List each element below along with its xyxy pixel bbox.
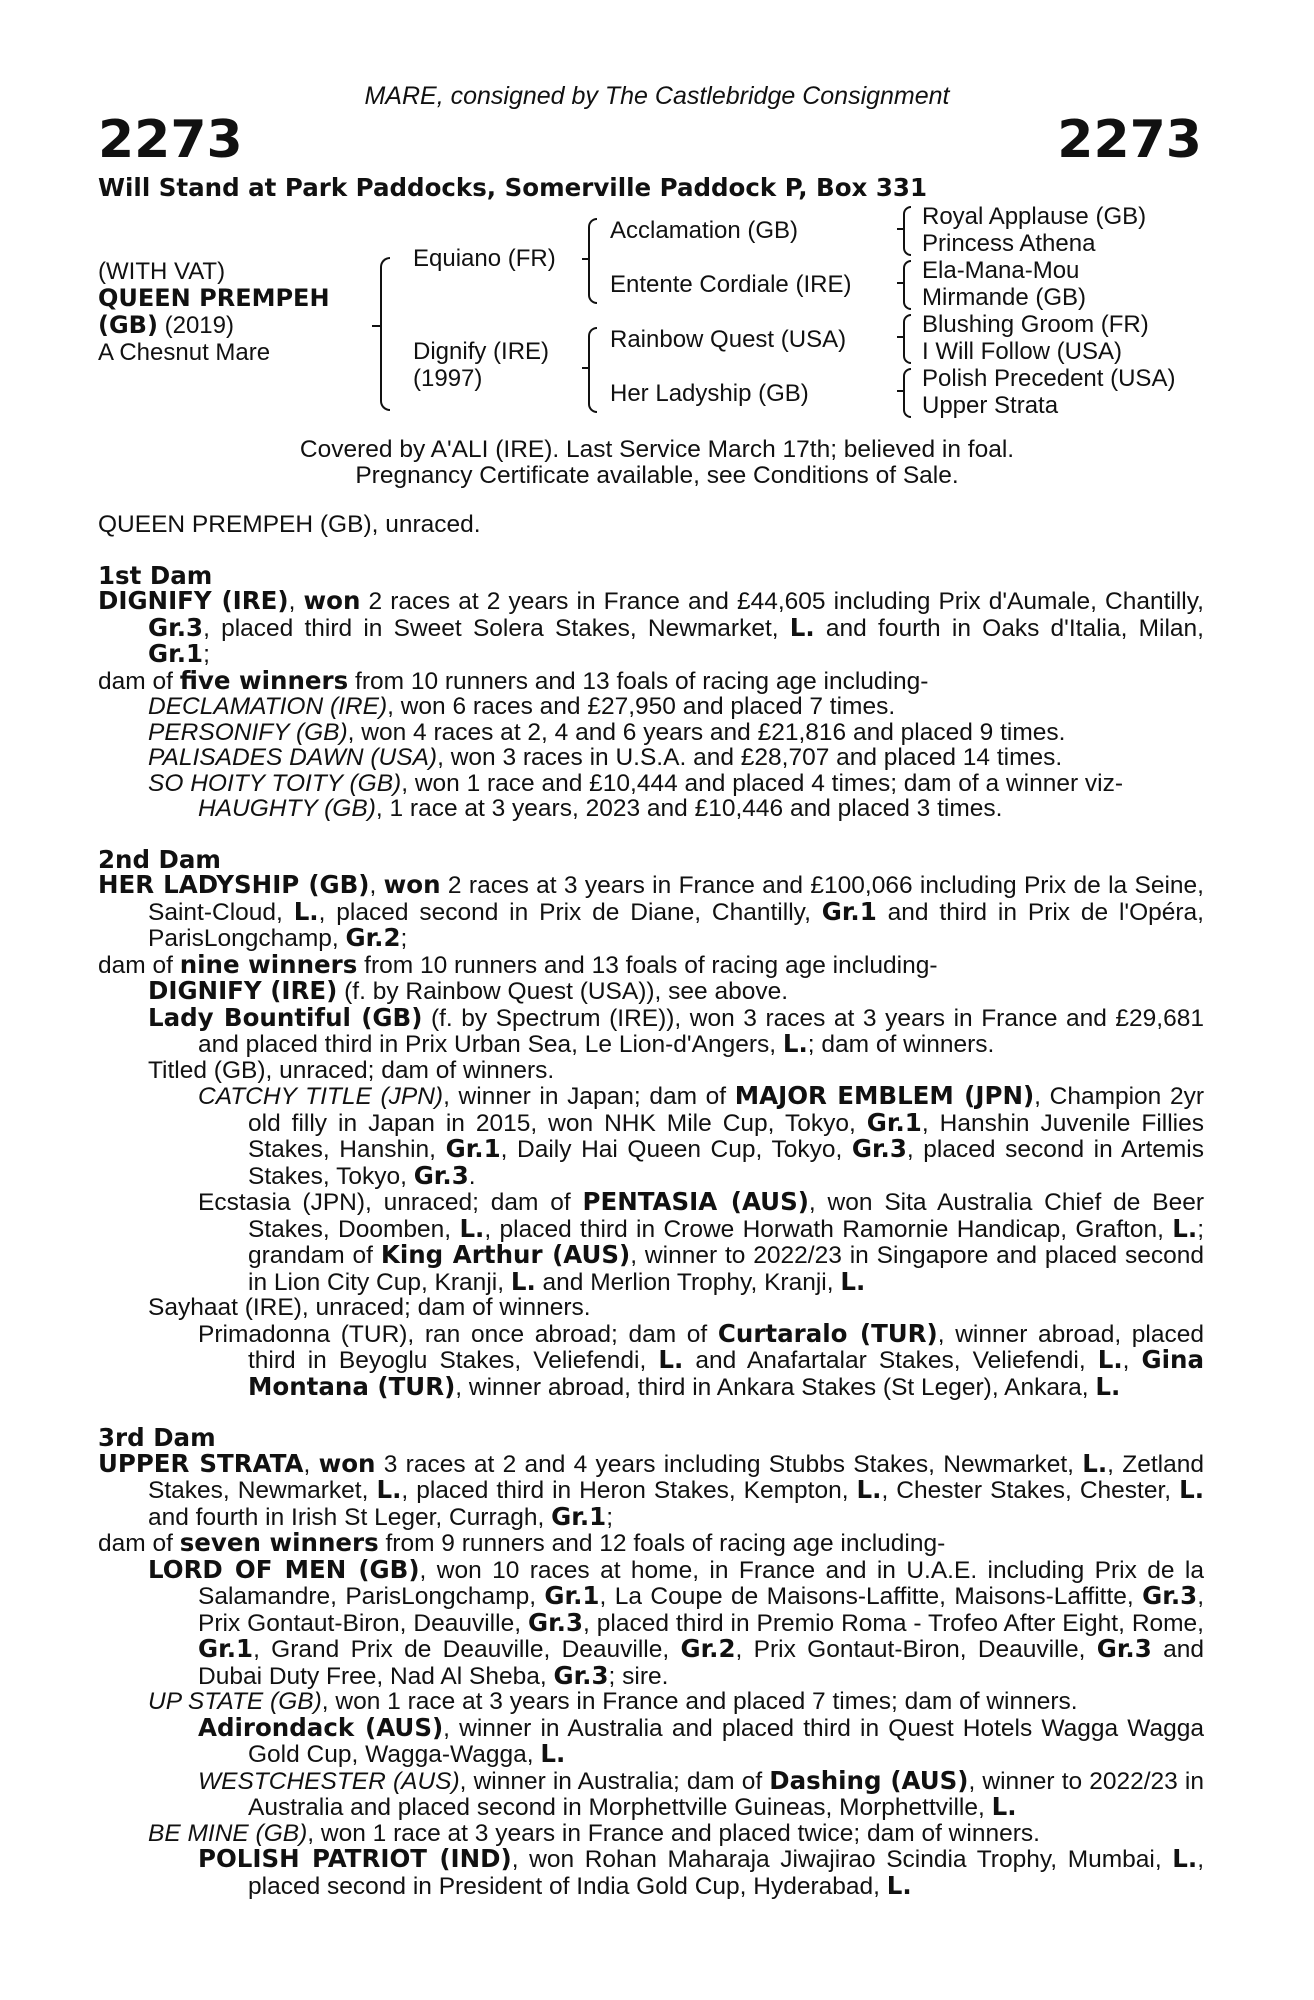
- bracket-sire-point: [582, 258, 588, 260]
- horse-year: (2019): [164, 312, 234, 339]
- horse-country: (GB): [98, 311, 158, 339]
- pedigree-dam-year: (1997): [413, 365, 483, 392]
- dam2-produce-7: Primadonna (TUR), ran once abroad; dam of Curtaralo (TUR), winner abroad, placed third in Beyoglu Stakes, Veliefendi, L. and Anafartalar Stakes, Veliefendi, L., Gina Montana (TUR), winner abroad, third in Ankara Stakes (St Leger), Ankara, L.: [198, 1318, 1204, 1401]
- dam3-produce-1: LORD OF MEN (GB), won 10 races at home, in France and in U.A.E. including Prix de la Salamandre, ParisLongchamp, Gr.1, La Coupe de Maisons-Laffitte, Maisons-Laffitte, Gr.3, Prix Gontaut-Biron, Deauville, Gr.3, placed third in Premio Roma - Trofeo After Eight, Rome, Gr.1, Grand Prix de Deauville, Deauville, Gr.2, Prix Gontaut-Biron, Deauville, Gr.3 and Dubai Duty Free, Nad Al Sheba, Gr.3; sire.: [148, 1554, 1204, 1690]
- horse-description: A Chesnut Mare: [98, 339, 271, 366]
- pedigree-g8: Upper Strata: [922, 392, 1059, 419]
- pedigree-dam: Dignify (IRE): [413, 338, 550, 365]
- dam3-produce-2: UP STATE (GB), won 1 race at 3 years in France and placed 7 times; dam of winners.: [148, 1688, 1078, 1715]
- intro-line: QUEEN PREMPEH (GB), unraced.: [98, 511, 481, 538]
- dam1-heading: 1st Dam: [98, 560, 213, 590]
- pedigree-bracket-main: [380, 257, 390, 411]
- horse-name: QUEEN PREMPEH: [98, 284, 330, 312]
- pedigree-g3: Ela-Mana-Mou: [922, 257, 1080, 284]
- bracket-g3: [903, 314, 911, 364]
- pedigree-g2: Princess Athena: [922, 230, 1096, 257]
- dam2-name: HER LADYSHIP (GB): [98, 870, 370, 899]
- dam2-produce-6: Sayhaat (IRE), unraced; dam of winners.: [148, 1294, 591, 1321]
- dam2-heading: 2nd Dam: [98, 844, 221, 874]
- dam3-produce-summary: dam of seven winners from 9 runners and 12 foals of racing age including-: [98, 1528, 946, 1557]
- dam3-produce-6: POLISH PATRIOT (IND), won Rohan Maharaja Jiwajirao Scindia Trophy, Mumbai, L., placed second in President of India Gold Cup, Hyderabad, L.: [198, 1844, 1204, 1900]
- dam2-record: HER LADYSHIP (GB), won 2 races at 3 years in France and £100,066 including Prix de la Seine, Saint-Cloud, L., placed second in Prix de Diane, Chantilly, Gr.1 and third in Prix de l'Opéra, ParisLongchamp, Gr.2;: [98, 870, 1204, 952]
- horse-country-year: [98, 312, 330, 339]
- bracket-g3-point: [897, 336, 903, 338]
- bracket-g4: [903, 368, 911, 418]
- dam1-produce-3: PALISADES DAWN (USA), won 3 races in U.S.A. and £28,707 and placed 14 times.: [148, 744, 1063, 771]
- covered-line-1: Covered by A'ALI (IRE). Last Service March 17th; believed in foal.: [299, 436, 1015, 463]
- bracket-sire: [588, 218, 597, 304]
- dam2-produce-4: CATCHY TITLE (JPN), winner in Japan; dam of MAJOR EMBLEM (JPN), Champion 2yr old filly in Japan in 2015, won NHK Mile Cup, Tokyo, Gr.1, Hanshin Juvenile Fillies Stakes, Hanshin, Gr.1, Daily Hai Queen Cup, Tokyo, Gr.3, placed second in Artemis Stakes, Tokyo, Gr.3.: [198, 1081, 1205, 1190]
- dam2-produce-2: Lady Bountiful (GB) (f. by Spectrum (IRE)), won 3 races at 3 years in France and £29,681 and placed third in Prix Urban Sea, Le Lion-d'Angers, L.; dam of winners.: [148, 1002, 1204, 1058]
- horse-identity: [98, 258, 330, 366]
- pedigree-g6: I Will Follow (USA): [922, 338, 1123, 365]
- dam3-heading: 3rd Dam: [98, 1423, 216, 1452]
- stand-location: Will Stand at Park Paddocks, Somerville Paddock P, Box 331: [98, 173, 928, 202]
- bracket-g1-point: [897, 228, 903, 230]
- bracket-dam-point: [582, 367, 588, 369]
- bracket-g4-point: [897, 390, 903, 392]
- dam3-produce-5: BE MINE (GB), won 1 race at 3 years in France and placed twice; dam of winners.: [148, 1819, 1040, 1847]
- bracket-dam: [588, 327, 597, 413]
- pedigree-sire-sire: Acclamation (GB): [610, 217, 799, 244]
- dam1-produce-1: DECLAMATION (IRE), won 6 races and £27,950 and placed 7 times.: [148, 693, 896, 720]
- pedigree-g1: Royal Applause (GB): [922, 203, 1147, 230]
- dam1-produce-5: HAUGHTY (GB), 1 race at 3 years, 2023 and £10,446 and placed 3 times.: [198, 795, 1003, 822]
- dam3-produce-3: Adirondack (AUS), winner in Australia and placed third in Quest Hotels Wagga Wagga Gold Cup, Wagga-Wagga, L.: [198, 1712, 1204, 1768]
- dam1-produce-summary: dam of five winners from 10 runners and 13 foals of racing age including-: [98, 665, 929, 695]
- dam2-produce-1: DIGNIFY (IRE) (f. by Rainbow Quest (USA)), see above.: [148, 976, 789, 1005]
- pedigree-sire-dam: Entente Cordiale (IRE): [610, 271, 852, 298]
- covered-line-2: Pregnancy Certificate available, see Conditions of Sale.: [355, 461, 959, 489]
- dam1-name: DIGNIFY (IRE): [98, 586, 289, 615]
- dam2-produce-5: Ecstasia (JPN), unraced; dam of PENTASIA (AUS), won Sita Australia Chief de Beer Stakes, Doomben, L., placed third in Crowe Horwath Ramornie Handicap, Grafton, L.; grandam of King Arthur (AUS), winner to 2022/23 in Singapore and placed second in Lion City Cup, Kranji, L. and Merlion Trophy, Kranji, L.: [198, 1187, 1204, 1296]
- dam1-produce-2: PERSONIFY (GB), won 4 races at 2, 4 and 6 years and £21,816 and placed 9 times.: [148, 718, 1066, 746]
- pedigree-g4: Mirmande (GB): [922, 284, 1087, 311]
- pedigree-bracket-point: [372, 325, 380, 327]
- pedigree-dam-dam: Her Ladyship (GB): [610, 380, 809, 407]
- dam2-produce-3: Titled (GB), unraced; dam of winners.: [148, 1056, 555, 1084]
- covered-note: [0, 437, 1314, 488]
- dam1-record: DIGNIFY (IRE), won 2 races at 2 years in France and £44,605 including Prix d'Aumale, Chantilly, Gr.3, placed third in Sweet Solera Stakes, Newmarket, L. and fourth in Oaks d'Italia, Milan, Gr.1;: [98, 586, 1204, 668]
- dam3-name: UPPER STRATA: [98, 1448, 304, 1478]
- catalogue-body: [98, 512, 1204, 1899]
- pedigree-g5: Blushing Groom (FR): [922, 311, 1149, 338]
- dam3-produce-4: WESTCHESTER (AUS), winner in Australia; dam of Dashing (AUS), winner to 2022/23 in Australia and placed second in Morphettville Guineas, Morphettville, L.: [198, 1765, 1204, 1821]
- pedigree-g7: Polish Precedent (USA): [922, 365, 1176, 392]
- vat-note: (WITH VAT): [98, 258, 226, 285]
- dam1-won: won: [303, 586, 361, 615]
- bracket-g2-point: [897, 282, 903, 284]
- consignor-line: MARE, consigned by The Castlebridge Consignment: [364, 82, 950, 110]
- pedigree-dam-sire: Rainbow Quest (USA): [610, 326, 847, 353]
- bracket-g1: [903, 206, 911, 256]
- dam3-record: UPPER STRATA, won 3 races at 2 and 4 years including Stubbs Stakes, Newmarket, L., Zetland Stakes, Newmarket, L., placed third in Heron Stakes, Kempton, L., Chester Stakes, Chester, L. and fourth in Irish St Leger, Curragh, Gr.1;: [98, 1448, 1205, 1531]
- pedigree-sire: Equiano (FR): [413, 245, 556, 272]
- lot-number-right: 2273: [1057, 110, 1202, 170]
- dam1-produce-4: SO HOITY TOITY (GB), won 1 race and £10,444 and placed 4 times; dam of a winner viz-: [148, 769, 1124, 797]
- lot-number-left: 2273: [98, 110, 243, 170]
- dam2-produce-summary: dam of nine winners from 10 runners and 13 foals of racing age including-: [98, 949, 938, 979]
- bracket-g2: [903, 260, 911, 310]
